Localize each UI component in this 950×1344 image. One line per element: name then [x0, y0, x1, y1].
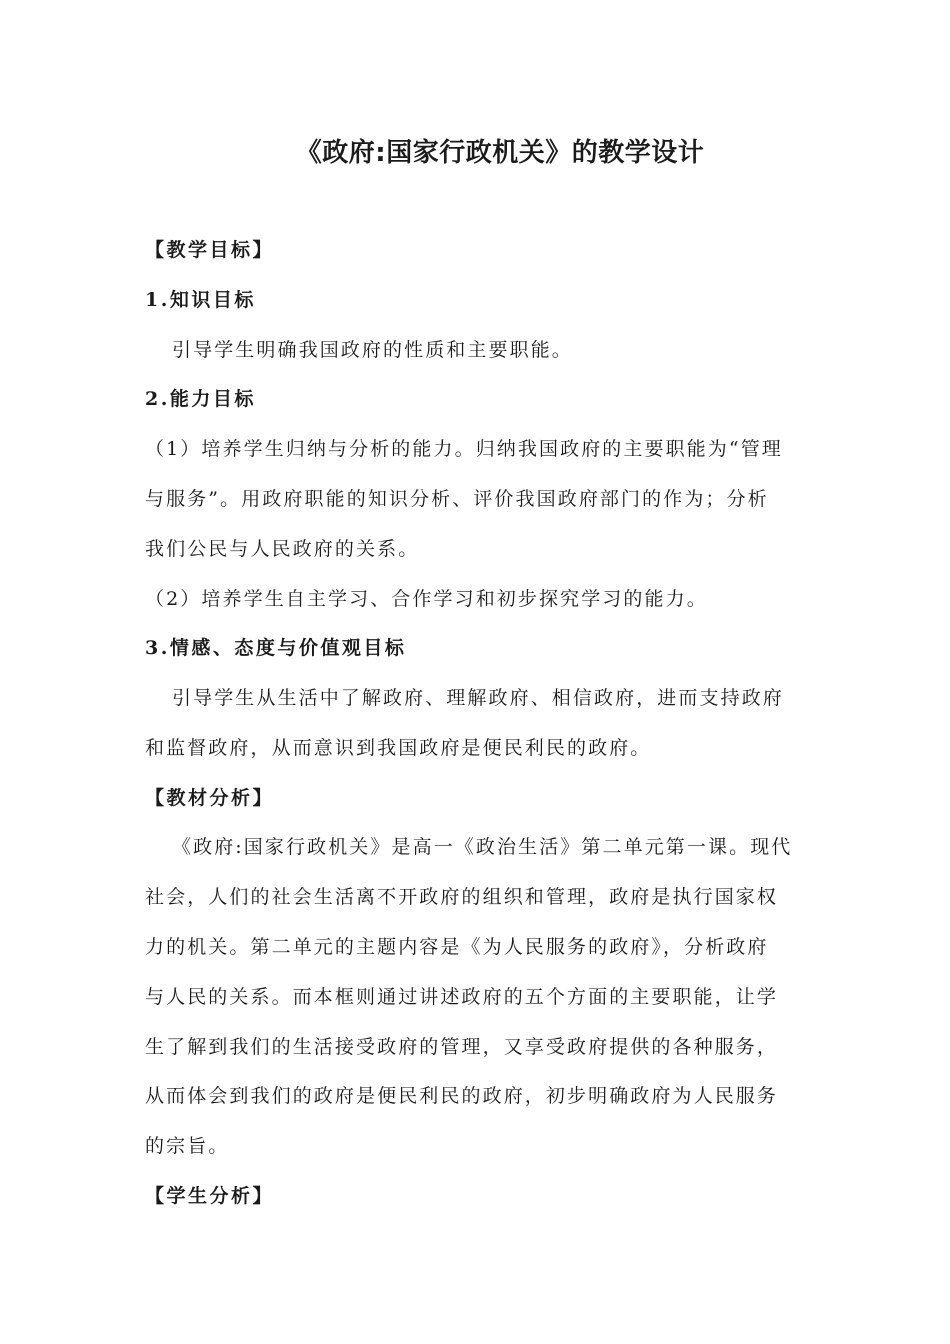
paragraph-line: 力的机关。第二单元的主题内容是《为人民服务的政府》，分析政府: [145, 936, 769, 958]
paragraph-line: 我们公民与人民政府的关系。: [145, 538, 420, 560]
subheading-emotion-goal: 3.情感、态度与价值观目标: [145, 637, 407, 659]
section-heading-material-analysis: 【教材分析】: [145, 787, 275, 809]
section-heading-student-analysis: 【学生分析】: [145, 1185, 275, 1207]
paragraph-line: （2）培养学生自主学习、合作学习和初步探究学习的能力。: [145, 588, 708, 610]
paragraph-line: 《政府:国家行政机关》是高一《政治生活》第二单元第一课。现代: [172, 836, 793, 858]
paragraph-line: 和监督政府，从而意识到我国政府是便民利民的政府。: [145, 737, 652, 759]
paragraph-line: 引导学生明确我国政府的性质和主要职能。: [172, 339, 573, 361]
paragraph-line: 社会，人们的社会生活离不开政府的组织和管理，政府是执行国家权: [145, 886, 779, 908]
paragraph-line: 与服务”。用政府职能的知识分析、评价我国政府部门的作为；分析: [145, 488, 769, 510]
paragraph-line: 引导学生从生活中了解政府、理解政府、相信政府，进而支持政府: [172, 687, 784, 709]
section-heading-teaching-goals: 【教学目标】: [145, 239, 275, 261]
paragraph-line: （1）培养学生归纳与分析的能力。归纳我国政府的主要职能为“管理: [145, 438, 783, 460]
document-title: 《政府:国家行政机关》的教学设计: [295, 138, 705, 168]
subheading-knowledge-goal: 1.知识目标: [145, 289, 256, 311]
paragraph-line: 的宗旨。: [145, 1135, 230, 1157]
paragraph-line: 从而体会到我们的政府是便民利民的政府，初步明确政府为人民服务: [145, 1085, 779, 1107]
subheading-ability-goal: 2.能力目标: [145, 388, 256, 410]
paragraph-line: 与人民的关系。而本框则通过讲述政府的五个方面的主要职能，让学: [145, 986, 779, 1008]
paragraph-line: 生了解到我们的生活接受政府的管理，又享受政府提供的各种服务，: [145, 1036, 779, 1058]
